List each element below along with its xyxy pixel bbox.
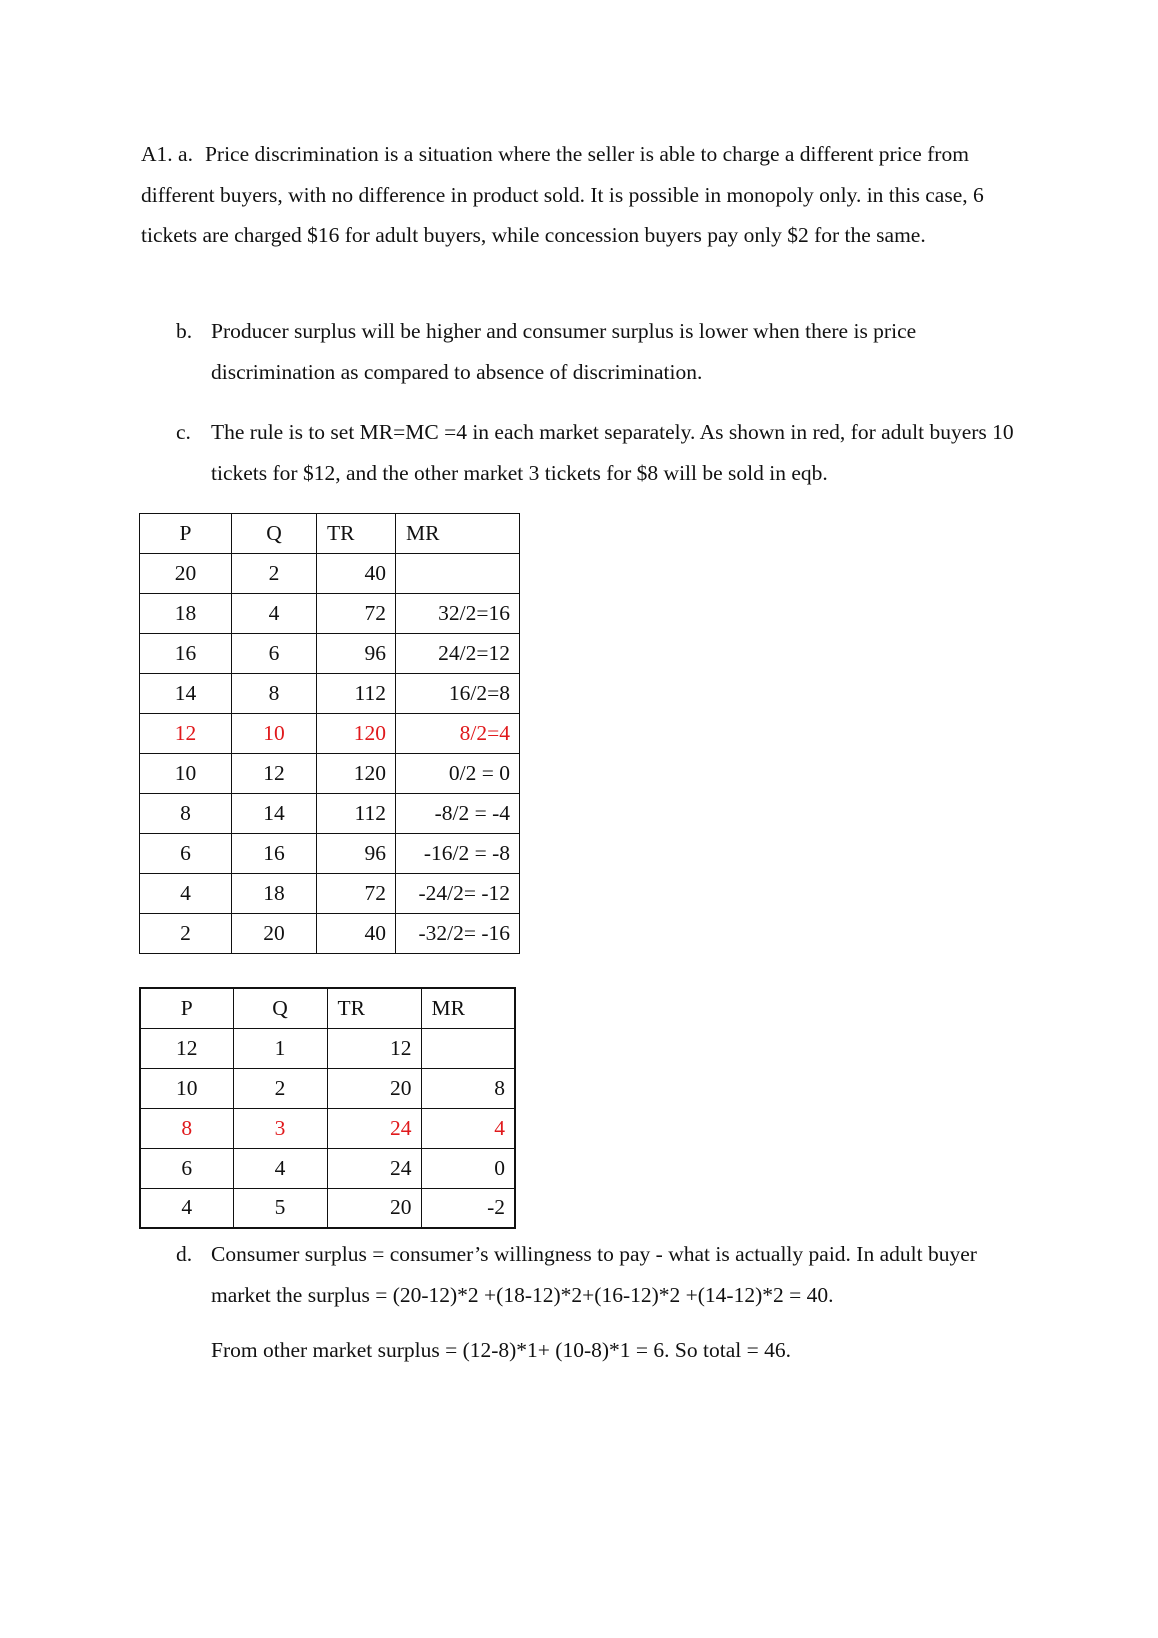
answer-c-paragraph xyxy=(141,412,1021,493)
cell-q: 2 xyxy=(233,1068,327,1108)
cell-q: 14 xyxy=(232,794,317,834)
table-row-highlighted xyxy=(140,1108,515,1148)
header-q: Q xyxy=(233,988,327,1028)
answer-d-text: Consumer surplus = consumer’s willingness to pay - what is actually paid. In adult buyer market the surplus = (20-12)*2 +(18-12)*2+(16-12)*2 +(14-12)*2 = 40. xyxy=(211,1242,977,1307)
answer-c-marker: c. xyxy=(176,420,191,444)
cell-p: 18 xyxy=(140,594,232,634)
cell-tr: 24 xyxy=(327,1108,421,1148)
cell-tr: 40 xyxy=(317,554,396,594)
cell-q: 2 xyxy=(232,554,317,594)
cell-p: 8 xyxy=(140,1108,233,1148)
cell-mr: -2 xyxy=(421,1188,515,1228)
cell-mr xyxy=(396,554,520,594)
answer-a-text: Price discrimination is a situation where the seller is able to charge a different price from different buyers, with no difference in product sold. It is possible in monopoly only. in this case, 6 tickets are charged $16 for adult buyers, while concession buyers pay only $2 for the same. xyxy=(141,142,984,247)
header-p: P xyxy=(140,514,232,554)
table-row xyxy=(140,1068,515,1108)
header-p: P xyxy=(140,988,233,1028)
cell-q: 20 xyxy=(232,914,317,954)
cell-mr: -24/2= -12 xyxy=(396,874,520,914)
answer-a-paragraph xyxy=(141,134,1021,256)
cell-p: 6 xyxy=(140,1148,233,1188)
cell-q: 10 xyxy=(232,714,317,754)
cell-p: 12 xyxy=(140,714,232,754)
table-row xyxy=(140,834,520,874)
cell-mr: 4 xyxy=(421,1108,515,1148)
cell-tr: 12 xyxy=(327,1028,421,1068)
header-mr: MR xyxy=(396,514,520,554)
answer-b-text: Producer surplus will be higher and consumer surplus is lower when there is price discrimination as compared to absence of discrimination. xyxy=(211,319,917,384)
cell-tr: 20 xyxy=(327,1188,421,1228)
table-header-row xyxy=(140,514,520,554)
cell-p: 2 xyxy=(140,914,232,954)
header-q: Q xyxy=(232,514,317,554)
answer-a-marker: A1. a. xyxy=(141,142,193,166)
cell-p: 14 xyxy=(140,674,232,714)
cell-mr: -8/2 = -4 xyxy=(396,794,520,834)
answer-b-paragraph xyxy=(141,311,1021,392)
cell-tr: 72 xyxy=(317,594,396,634)
header-mr: MR xyxy=(421,988,515,1028)
cell-mr: 0/2 = 0 xyxy=(396,754,520,794)
cell-tr: 120 xyxy=(317,714,396,754)
table-row xyxy=(140,674,520,714)
cell-mr: 24/2=12 xyxy=(396,634,520,674)
cell-tr: 20 xyxy=(327,1068,421,1108)
cell-mr: 8/2=4 xyxy=(396,714,520,754)
cell-mr: -32/2= -16 xyxy=(396,914,520,954)
cell-mr: 32/2=16 xyxy=(396,594,520,634)
cell-q: 18 xyxy=(232,874,317,914)
table-row xyxy=(140,754,520,794)
cell-mr xyxy=(421,1028,515,1068)
table-row xyxy=(140,1188,515,1228)
cell-q: 8 xyxy=(232,674,317,714)
table-row xyxy=(140,914,520,954)
cell-q: 3 xyxy=(233,1108,327,1148)
table-row-highlighted xyxy=(140,714,520,754)
cell-p: 8 xyxy=(140,794,232,834)
answer-d-marker: d. xyxy=(176,1242,193,1266)
cell-p: 10 xyxy=(140,1068,233,1108)
cell-p: 10 xyxy=(140,754,232,794)
answer-b-marker: b. xyxy=(176,319,193,343)
cell-tr: 112 xyxy=(317,794,396,834)
cell-tr: 96 xyxy=(317,834,396,874)
cell-mr: 8 xyxy=(421,1068,515,1108)
table-row xyxy=(140,594,520,634)
cell-tr: 112 xyxy=(317,674,396,714)
cell-p: 12 xyxy=(140,1028,233,1068)
cell-p: 20 xyxy=(140,554,232,594)
table-row xyxy=(140,874,520,914)
table-header-row xyxy=(140,988,515,1028)
concession-market-table xyxy=(139,987,516,1229)
cell-tr: 72 xyxy=(317,874,396,914)
cell-q: 6 xyxy=(232,634,317,674)
cell-mr: 0 xyxy=(421,1148,515,1188)
cell-p: 6 xyxy=(140,834,232,874)
cell-p: 4 xyxy=(140,1188,233,1228)
cell-tr: 120 xyxy=(317,754,396,794)
table-row xyxy=(140,794,520,834)
adult-market-table xyxy=(139,513,520,954)
cell-p: 4 xyxy=(140,874,232,914)
cell-q: 12 xyxy=(232,754,317,794)
cell-tr: 40 xyxy=(317,914,396,954)
header-tr: TR xyxy=(327,988,421,1028)
header-tr: TR xyxy=(317,514,396,554)
answer-c-text: The rule is to set MR=MC =4 in each market separately. As shown in red, for adult buyers 10 tickets for $12, and the other market 3 tickets for $8 will be sold in eqb. xyxy=(211,420,1014,485)
table-row xyxy=(140,1028,515,1068)
table-row xyxy=(140,1148,515,1188)
cell-q: 4 xyxy=(233,1148,327,1188)
cell-tr: 24 xyxy=(327,1148,421,1188)
cell-q: 5 xyxy=(233,1188,327,1228)
cell-mr: 16/2=8 xyxy=(396,674,520,714)
table-row xyxy=(140,554,520,594)
cell-tr: 96 xyxy=(317,634,396,674)
table-row xyxy=(140,634,520,674)
cell-mr: -16/2 = -8 xyxy=(396,834,520,874)
answer-d-paragraph xyxy=(141,1234,1021,1315)
cell-p: 16 xyxy=(140,634,232,674)
answer-d-total-text: From other market surplus = (12-8)*1+ (10-8)*1 = 6. So total = 46. xyxy=(211,1338,791,1362)
cell-q: 16 xyxy=(232,834,317,874)
cell-q: 1 xyxy=(233,1028,327,1068)
cell-q: 4 xyxy=(232,594,317,634)
